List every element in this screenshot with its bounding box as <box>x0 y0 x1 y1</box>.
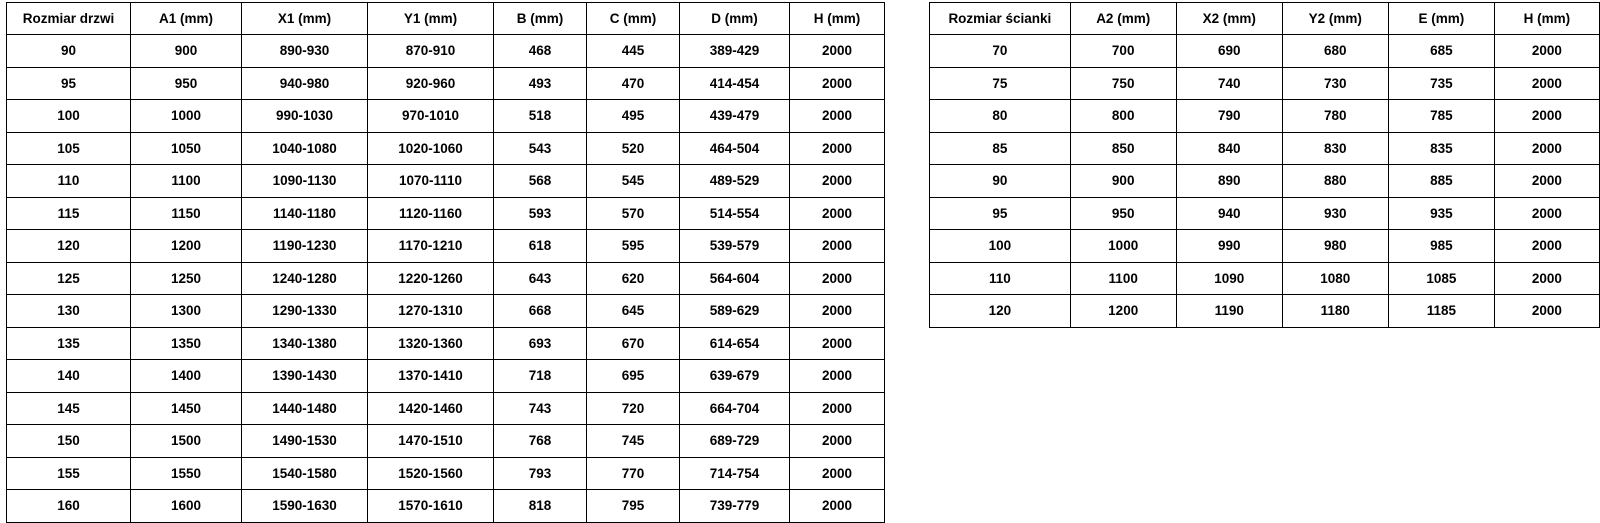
table-cell: 730 <box>1282 67 1388 100</box>
table-cell: 155 <box>7 457 131 490</box>
table-cell: 520 <box>587 132 680 165</box>
doors-column-header: H (mm) <box>790 3 885 35</box>
table-cell: 80 <box>930 100 1071 133</box>
table-cell: 2000 <box>790 100 885 133</box>
table-cell: 489-529 <box>680 165 790 198</box>
table-row <box>7 197 885 230</box>
table-cell: 1570-1610 <box>368 490 494 523</box>
table-cell: 795 <box>587 490 680 523</box>
table-row <box>7 425 885 458</box>
table-row <box>930 230 1600 263</box>
table-cell: 614-654 <box>680 327 790 360</box>
table-cell: 680 <box>1282 35 1388 68</box>
table-row <box>7 100 885 133</box>
table-cell: 1320-1360 <box>368 327 494 360</box>
table-cell: 570 <box>587 197 680 230</box>
table-cell: 1440-1480 <box>242 392 368 425</box>
table-cell: 115 <box>7 197 131 230</box>
table-cell: 495 <box>587 100 680 133</box>
table-cell: 1100 <box>1070 262 1176 295</box>
table-cell: 1020-1060 <box>368 132 494 165</box>
table-cell: 880 <box>1282 165 1388 198</box>
table-cell: 493 <box>494 67 587 100</box>
table-cell: 2000 <box>790 230 885 263</box>
table-cell: 739-779 <box>680 490 790 523</box>
table-cell: 790 <box>1176 100 1282 133</box>
doors-column-header: C (mm) <box>587 3 680 35</box>
table-cell: 145 <box>7 392 131 425</box>
table-cell: 850 <box>1070 132 1176 165</box>
walls-table-body <box>930 35 1600 328</box>
table-cell: 714-754 <box>680 457 790 490</box>
table-cell: 840 <box>1176 132 1282 165</box>
table-cell: 2000 <box>790 35 885 68</box>
table-cell: 2000 <box>1494 35 1599 68</box>
table-cell: 414-454 <box>680 67 790 100</box>
walls-column-header: X2 (mm) <box>1176 3 1282 35</box>
table-cell: 695 <box>587 360 680 393</box>
table-cell: 1350 <box>131 327 242 360</box>
table-cell: 740 <box>1176 67 1282 100</box>
table-row <box>7 295 885 328</box>
walls-dimensions-table-container <box>929 2 1600 328</box>
table-row <box>7 165 885 198</box>
table-cell: 1590-1630 <box>242 490 368 523</box>
table-row <box>930 132 1600 165</box>
table-cell: 668 <box>494 295 587 328</box>
table-row <box>7 262 885 295</box>
walls-column-header: Rozmiar ścianki <box>930 3 1071 35</box>
doors-table-head <box>7 3 885 35</box>
doors-dimensions-table <box>6 2 885 523</box>
table-row <box>7 490 885 523</box>
table-cell: 780 <box>1282 100 1388 133</box>
walls-column-header: A2 (mm) <box>1070 3 1176 35</box>
table-cell: 1300 <box>131 295 242 328</box>
table-cell: 160 <box>7 490 131 523</box>
table-cell: 2000 <box>790 165 885 198</box>
table-cell: 1450 <box>131 392 242 425</box>
table-cell: 468 <box>494 35 587 68</box>
table-cell: 800 <box>1070 100 1176 133</box>
table-cell: 1290-1330 <box>242 295 368 328</box>
table-cell: 1190 <box>1176 295 1282 328</box>
table-row <box>7 360 885 393</box>
table-cell: 1200 <box>131 230 242 263</box>
table-cell: 2000 <box>790 327 885 360</box>
table-cell: 770 <box>587 457 680 490</box>
table-cell: 664-704 <box>680 392 790 425</box>
table-cell: 110 <box>930 262 1071 295</box>
table-cell: 135 <box>7 327 131 360</box>
table-cell: 2000 <box>790 360 885 393</box>
table-cell: 2000 <box>790 295 885 328</box>
table-cell: 539-579 <box>680 230 790 263</box>
table-cell: 743 <box>494 392 587 425</box>
table-cell: 870-910 <box>368 35 494 68</box>
doors-dimensions-table-container <box>6 2 885 523</box>
table-cell: 95 <box>930 197 1071 230</box>
table-cell: 593 <box>494 197 587 230</box>
table-cell: 1090 <box>1176 262 1282 295</box>
table-cell: 900 <box>1070 165 1176 198</box>
table-cell: 639-679 <box>680 360 790 393</box>
table-cell: 150 <box>7 425 131 458</box>
table-cell: 1080 <box>1282 262 1388 295</box>
walls-column-header: H (mm) <box>1494 3 1599 35</box>
table-cell: 835 <box>1388 132 1494 165</box>
table-cell: 1040-1080 <box>242 132 368 165</box>
table-cell: 685 <box>1388 35 1494 68</box>
table-cell: 470 <box>587 67 680 100</box>
table-cell: 2000 <box>790 490 885 523</box>
table-cell: 2000 <box>790 132 885 165</box>
table-cell: 1140-1180 <box>242 197 368 230</box>
table-cell: 900 <box>131 35 242 68</box>
doors-column-header: X1 (mm) <box>242 3 368 35</box>
table-cell: 564-604 <box>680 262 790 295</box>
table-cell: 568 <box>494 165 587 198</box>
table-cell: 768 <box>494 425 587 458</box>
table-cell: 720 <box>587 392 680 425</box>
table-cell: 793 <box>494 457 587 490</box>
table-cell: 1600 <box>131 490 242 523</box>
table-cell: 620 <box>587 262 680 295</box>
table-cell: 1150 <box>131 197 242 230</box>
table-cell: 518 <box>494 100 587 133</box>
table-row <box>7 132 885 165</box>
table-cell: 2000 <box>1494 197 1599 230</box>
table-row <box>7 457 885 490</box>
table-cell: 920-960 <box>368 67 494 100</box>
table-cell: 1000 <box>131 100 242 133</box>
table-cell: 90 <box>7 35 131 68</box>
table-cell: 85 <box>930 132 1071 165</box>
table-cell: 830 <box>1282 132 1388 165</box>
table-cell: 693 <box>494 327 587 360</box>
table-cell: 930 <box>1282 197 1388 230</box>
table-cell: 1340-1380 <box>242 327 368 360</box>
table-cell: 2000 <box>1494 67 1599 100</box>
table-cell: 75 <box>930 67 1071 100</box>
table-cell: 1270-1310 <box>368 295 494 328</box>
table-cell: 890 <box>1176 165 1282 198</box>
table-cell: 595 <box>587 230 680 263</box>
doors-column-header: Y1 (mm) <box>368 3 494 35</box>
table-cell: 2000 <box>790 392 885 425</box>
table-cell: 1000 <box>1070 230 1176 263</box>
table-cell: 985 <box>1388 230 1494 263</box>
table-cell: 2000 <box>790 457 885 490</box>
table-row <box>930 295 1600 328</box>
table-cell: 1240-1280 <box>242 262 368 295</box>
table-cell: 745 <box>587 425 680 458</box>
table-cell: 885 <box>1388 165 1494 198</box>
table-cell: 1185 <box>1388 295 1494 328</box>
table-cell: 950 <box>131 67 242 100</box>
table-cell: 1220-1260 <box>368 262 494 295</box>
doors-column-header: B (mm) <box>494 3 587 35</box>
table-cell: 2000 <box>790 67 885 100</box>
walls-table-head <box>930 3 1600 35</box>
table-cell: 940-980 <box>242 67 368 100</box>
table-cell: 120 <box>7 230 131 263</box>
table-cell: 750 <box>1070 67 1176 100</box>
table-cell: 1490-1530 <box>242 425 368 458</box>
table-cell: 105 <box>7 132 131 165</box>
table-cell: 970-1010 <box>368 100 494 133</box>
table-cell: 950 <box>1070 197 1176 230</box>
table-cell: 2000 <box>1494 100 1599 133</box>
table-cell: 2000 <box>790 197 885 230</box>
table-cell: 464-504 <box>680 132 790 165</box>
table-cell: 1370-1410 <box>368 360 494 393</box>
table-cell: 439-479 <box>680 100 790 133</box>
doors-column-header: Rozmiar drzwi <box>7 3 131 35</box>
table-cell: 1070-1110 <box>368 165 494 198</box>
table-cell: 1100 <box>131 165 242 198</box>
table-row <box>7 35 885 68</box>
table-row <box>930 67 1600 100</box>
table-cell: 690 <box>1176 35 1282 68</box>
table-cell: 1085 <box>1388 262 1494 295</box>
table-cell: 1120-1160 <box>368 197 494 230</box>
table-cell: 1420-1460 <box>368 392 494 425</box>
table-row <box>930 100 1600 133</box>
walls-column-header: E (mm) <box>1388 3 1494 35</box>
doors-column-header: D (mm) <box>680 3 790 35</box>
table-cell: 818 <box>494 490 587 523</box>
table-row <box>7 327 885 360</box>
walls-dimensions-table <box>929 2 1600 328</box>
table-cell: 1470-1510 <box>368 425 494 458</box>
table-header-row <box>7 3 885 35</box>
table-cell: 1550 <box>131 457 242 490</box>
table-cell: 890-930 <box>242 35 368 68</box>
table-cell: 120 <box>930 295 1071 328</box>
table-row <box>930 165 1600 198</box>
table-cell: 618 <box>494 230 587 263</box>
table-cell: 445 <box>587 35 680 68</box>
table-cell: 514-554 <box>680 197 790 230</box>
table-cell: 670 <box>587 327 680 360</box>
table-cell: 735 <box>1388 67 1494 100</box>
table-cell: 643 <box>494 262 587 295</box>
table-cell: 1050 <box>131 132 242 165</box>
table-cell: 1520-1560 <box>368 457 494 490</box>
table-cell: 2000 <box>790 262 885 295</box>
table-cell: 125 <box>7 262 131 295</box>
table-cell: 990-1030 <box>242 100 368 133</box>
table-cell: 785 <box>1388 100 1494 133</box>
table-cell: 700 <box>1070 35 1176 68</box>
table-header-row <box>930 3 1600 35</box>
table-cell: 95 <box>7 67 131 100</box>
table-cell: 100 <box>930 230 1071 263</box>
doors-table-body <box>7 35 885 523</box>
table-cell: 1180 <box>1282 295 1388 328</box>
table-cell: 2000 <box>1494 165 1599 198</box>
table-cell: 645 <box>587 295 680 328</box>
table-cell: 1390-1430 <box>242 360 368 393</box>
table-row <box>7 392 885 425</box>
table-cell: 1090-1130 <box>242 165 368 198</box>
table-cell: 2000 <box>1494 132 1599 165</box>
table-cell: 718 <box>494 360 587 393</box>
table-row <box>930 35 1600 68</box>
table-cell: 1190-1230 <box>242 230 368 263</box>
table-cell: 545 <box>587 165 680 198</box>
table-cell: 1170-1210 <box>368 230 494 263</box>
table-cell: 389-429 <box>680 35 790 68</box>
table-cell: 140 <box>7 360 131 393</box>
table-cell: 2000 <box>1494 295 1599 328</box>
table-cell: 1400 <box>131 360 242 393</box>
table-cell: 90 <box>930 165 1071 198</box>
table-row <box>7 67 885 100</box>
table-cell: 2000 <box>790 425 885 458</box>
table-cell: 1500 <box>131 425 242 458</box>
table-cell: 543 <box>494 132 587 165</box>
table-cell: 940 <box>1176 197 1282 230</box>
table-cell: 130 <box>7 295 131 328</box>
table-cell: 100 <box>7 100 131 133</box>
table-cell: 1250 <box>131 262 242 295</box>
table-cell: 70 <box>930 35 1071 68</box>
table-cell: 935 <box>1388 197 1494 230</box>
table-cell: 1540-1580 <box>242 457 368 490</box>
walls-column-header: Y2 (mm) <box>1282 3 1388 35</box>
table-row <box>7 230 885 263</box>
table-cell: 990 <box>1176 230 1282 263</box>
table-cell: 1200 <box>1070 295 1176 328</box>
table-cell: 2000 <box>1494 262 1599 295</box>
table-row <box>930 262 1600 295</box>
table-row <box>930 197 1600 230</box>
table-cell: 589-629 <box>680 295 790 328</box>
table-cell: 110 <box>7 165 131 198</box>
table-cell: 980 <box>1282 230 1388 263</box>
table-cell: 2000 <box>1494 230 1599 263</box>
doors-column-header: A1 (mm) <box>131 3 242 35</box>
table-cell: 689-729 <box>680 425 790 458</box>
